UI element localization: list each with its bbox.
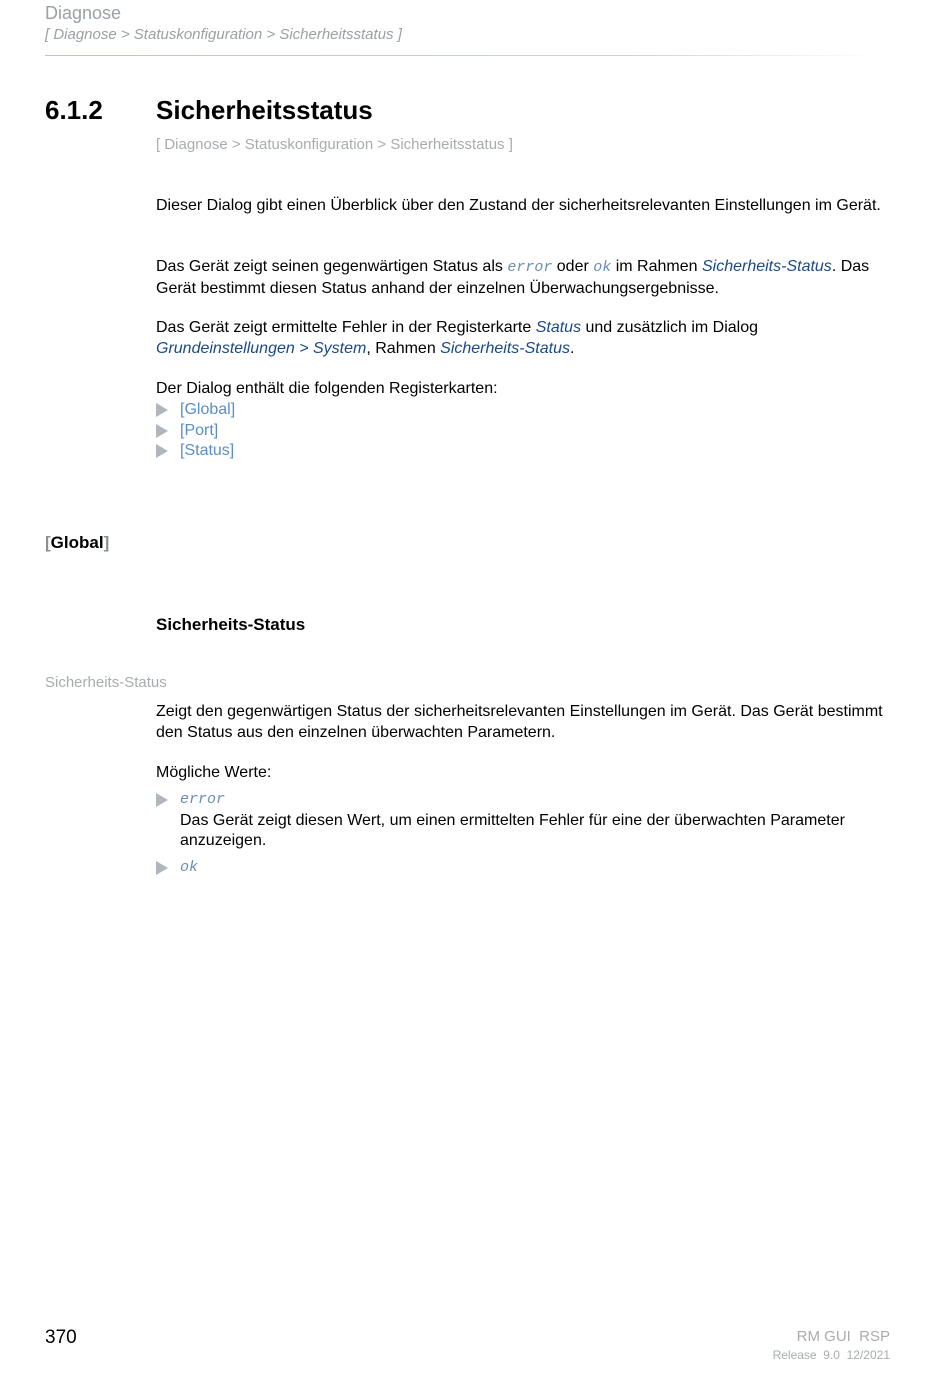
text: Das Gerät zeigt seinen gegenwärtigen Status als [156,258,508,275]
tab-list-item [156,441,235,462]
section-number: 6.1.2 [45,95,103,125]
tab-heading-label: Global [50,533,104,552]
header-divider [45,55,875,56]
bracket: [ [45,533,51,552]
text: . [570,339,575,357]
header-breadcrumb: [ Diagnose > Statuskonfiguration > Sicherheitsstatus ] [45,26,402,43]
triangle-bullet-icon [156,424,168,438]
text: , Rahmen [366,339,441,357]
footer-product: RM GUI RSP [796,1328,890,1345]
intro-paragraph-3 [156,318,896,359]
tab-list [156,400,235,462]
intro-paragraph-1: Dieser Dialog gibt einen Überblick über den Zustand der sicherheitsrelevanten Einstellungen im Gerät. [156,197,881,214]
triangle-bullet-icon [156,793,168,807]
intro-paragraph-2 [156,257,896,299]
text: im Rahmen [611,258,702,275]
section-breadcrumb: [ Diagnose > Statuskonfiguration > Sicherheitsstatus ] [156,136,513,153]
bracket: ] [103,533,110,552]
section-title: Sicherheitsstatus [156,95,373,125]
text: . Das Gerät bestimmt diesen Status anhand der einzelnen Überwachungsergebnisse. [156,258,870,297]
link-tab-status[interactable]: [Status] [180,442,235,459]
value-body [180,790,890,852]
values-label: Mögliche Werte: [156,764,272,781]
link-status[interactable]: Status [535,319,582,336]
triangle-bullet-icon [156,444,168,458]
code-error: error [507,259,553,276]
link-tab-global[interactable]: [Global] [180,401,236,418]
value-code-ok: ok [180,858,199,876]
parameter-name: Sicherheits-Status [45,674,167,691]
triangle-bullet-icon [156,861,168,875]
tab-list-item [156,400,235,421]
footer-release: Release 9.0 12/2021 [772,1348,890,1362]
tab-heading-global [45,533,109,553]
link-sicherheits-status-2[interactable]: Sicherheits-Status [440,339,570,357]
triangle-bullet-icon [156,403,168,417]
text: und zusätzlich im Dialog [581,319,759,336]
text: Das Gerät zeigt ermittelte Fehler in der Registerkarte [156,319,536,336]
parameter-description: Zeigt den gegenwärtigen Status der sicherheitsrelevanten Einstellungen im Gerät. Das Gerät bestimmt den Status aus den einzelnen überwachten Parametern. [156,703,883,741]
values-list [156,790,896,878]
value-code-error: error [180,791,226,808]
chapter-title: Diagnose [45,3,122,23]
link-grundeinstellungen-system[interactable]: Grundeinstellungen > System [156,339,367,357]
page-number: 370 [45,1327,77,1348]
value-description: Das Gerät zeigt diesen Wert, um einen ermittelten Fehler für eine der überwachten Parameter anzuzeigen. [180,811,845,849]
frame-title: Sicherheits-Status [156,615,306,634]
value-item [156,790,896,852]
intro-paragraph-4: Der Dialog enthält die folgenden Registerkarten: [156,380,498,397]
link-sicherheits-status[interactable]: Sicherheits-Status [701,258,832,275]
tab-list-item [156,421,235,442]
value-body [180,858,198,879]
code-ok: ok [593,259,612,276]
link-tab-port[interactable]: [Port] [180,421,219,439]
text: oder [552,258,594,275]
value-item [156,858,896,879]
